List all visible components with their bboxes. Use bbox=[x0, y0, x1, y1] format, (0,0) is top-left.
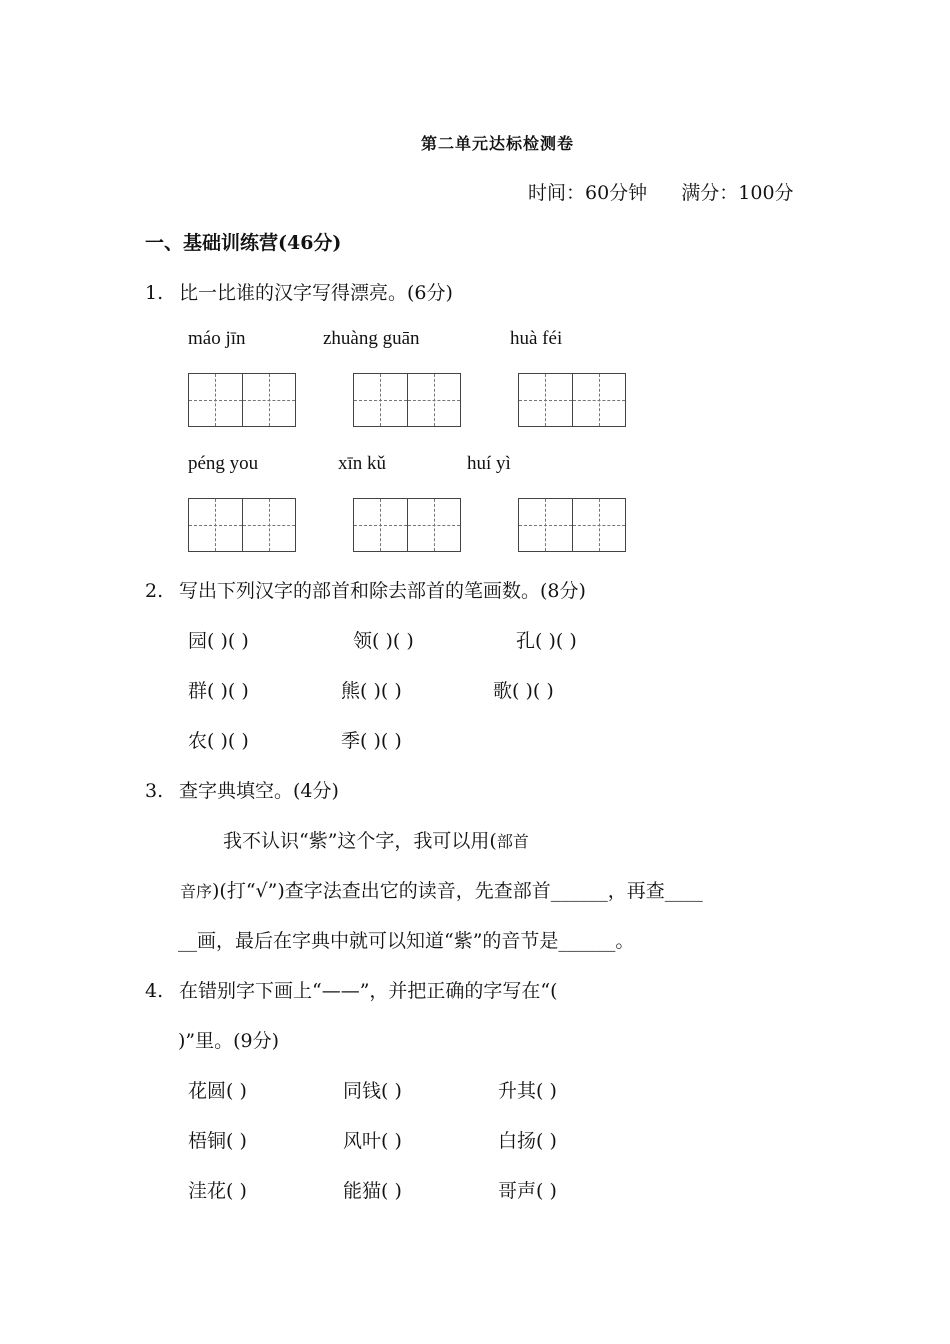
radical-blank[interactable]: 孔( )( ) bbox=[516, 630, 577, 652]
question-number: 2. bbox=[145, 580, 164, 602]
radical-blank[interactable]: 季( )( ) bbox=[341, 730, 402, 752]
question-text-continued: )”里。(9分) bbox=[178, 1030, 280, 1052]
question-text: 在错别字下画上“——”，并把正确的字写在“( bbox=[179, 980, 558, 1002]
writing-grid[interactable] bbox=[518, 373, 626, 427]
question-number: 4. bbox=[145, 980, 164, 1002]
radical-blank[interactable]: 歌( )( ) bbox=[493, 680, 554, 702]
radical-blank[interactable]: 园( )( ) bbox=[188, 630, 249, 652]
correction-blank[interactable]: 同钱( ) bbox=[343, 1080, 402, 1102]
question-text: 比一比谁的汉字写得漂亮。(6分) bbox=[179, 282, 453, 304]
pinyin-label: péng you bbox=[188, 453, 259, 474]
question-number: 1. bbox=[145, 282, 164, 304]
correction-blank[interactable]: 哥声( ) bbox=[498, 1180, 557, 1202]
paragraph-text: 我不认识“紫”这个字，我可以用( bbox=[223, 830, 497, 852]
writing-grid[interactable] bbox=[353, 373, 461, 427]
section-heading: 一、基础训练营(46分) bbox=[145, 232, 342, 254]
question-number: 3. bbox=[145, 780, 164, 802]
question-2 bbox=[145, 576, 586, 603]
correction-blank[interactable]: 花圆( ) bbox=[188, 1080, 247, 1102]
pinyin-label: huí yì bbox=[467, 453, 511, 474]
correction-blank[interactable]: 洼花( ) bbox=[188, 1180, 247, 1202]
correction-blank[interactable]: 风叶( ) bbox=[343, 1130, 402, 1152]
question-4 bbox=[145, 976, 558, 1003]
correction-blank[interactable]: 梧铜( ) bbox=[188, 1130, 247, 1152]
writing-grid[interactable] bbox=[188, 373, 296, 427]
pinyin-label: máo jīn bbox=[188, 328, 246, 349]
radical-blank[interactable]: 领( )( ) bbox=[353, 630, 414, 652]
question-3 bbox=[145, 776, 339, 803]
full-score: 满分：100分 bbox=[681, 182, 794, 204]
question-1 bbox=[145, 278, 453, 305]
fill-paragraph-line: __画，最后在字典中就可以知道“紫”的音节是______。 bbox=[178, 930, 635, 952]
question-text: 查字典填空。(4分) bbox=[179, 780, 339, 802]
fill-paragraph-line bbox=[223, 826, 529, 853]
option-text[interactable]: 部首 bbox=[496, 832, 529, 851]
correction-blank[interactable]: 白扬( ) bbox=[498, 1130, 557, 1152]
radical-blank[interactable]: 群( )( ) bbox=[188, 680, 249, 702]
option-text[interactable]: 音序 bbox=[180, 882, 213, 901]
radical-blank[interactable]: 农( )( ) bbox=[188, 730, 249, 752]
pinyin-label: huà féi bbox=[510, 328, 563, 349]
fill-paragraph-line bbox=[180, 876, 703, 903]
page-title: 第二单元达标检测卷 bbox=[420, 134, 574, 153]
writing-grid[interactable] bbox=[353, 498, 461, 552]
paragraph-text: )(打“√”)查字法查出它的读音，先查部首______，再查____ bbox=[212, 880, 703, 902]
writing-grid[interactable] bbox=[188, 498, 296, 552]
writing-grid[interactable] bbox=[518, 498, 626, 552]
correction-blank[interactable]: 能猫( ) bbox=[343, 1180, 402, 1202]
radical-blank[interactable]: 熊( )( ) bbox=[341, 680, 402, 702]
question-text: 写出下列汉字的部首和除去部首的笔画数。(8分) bbox=[179, 580, 586, 602]
pinyin-label: zhuàng guān bbox=[323, 328, 420, 349]
time-limit: 时间：60分钟 bbox=[528, 182, 648, 204]
correction-blank[interactable]: 升其( ) bbox=[498, 1080, 557, 1102]
exam-meta bbox=[528, 178, 794, 205]
pinyin-label: xīn kǔ bbox=[338, 453, 387, 474]
